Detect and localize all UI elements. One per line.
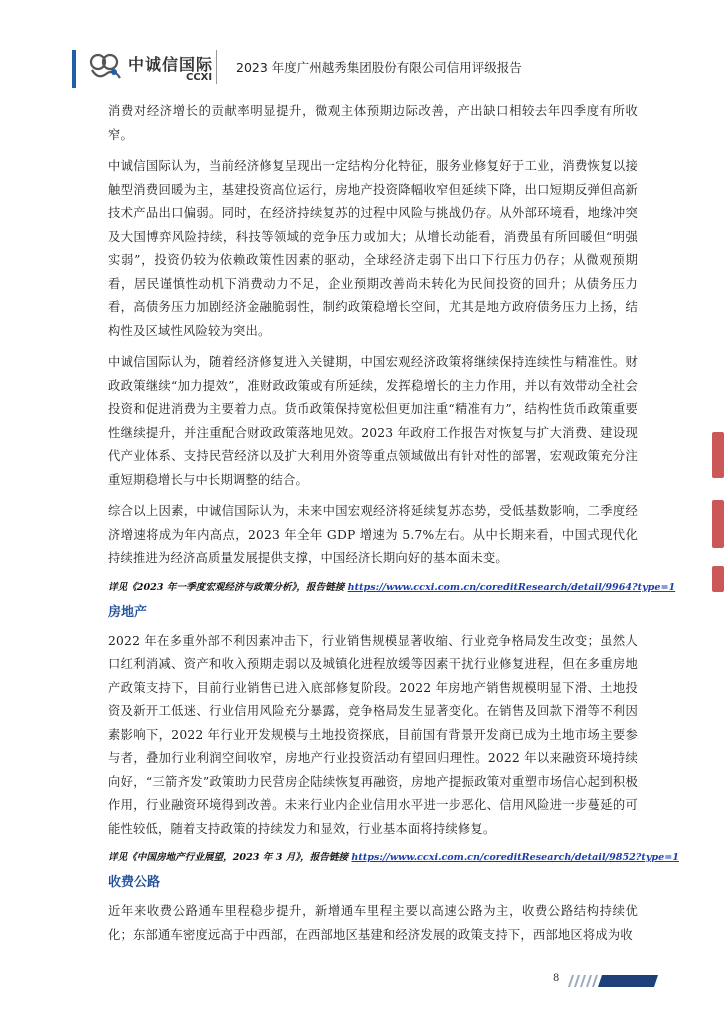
section-heading-toll-roads: 收费公路 (108, 875, 161, 890)
ccxi-logo-icon (88, 52, 124, 82)
page-number: 8 (553, 973, 560, 984)
reference-text: 详见《2023 年一季度宏观经济与政策分析》，报告链接 (108, 581, 348, 593)
logo-english-name: CCXI (186, 72, 213, 83)
page-body (108, 100, 679, 955)
paragraph: 2022 年在多重外部不利因素冲击下，行业销售规模显著收缩、行业竞争格局发生改变；虽然人口红利消减、资产和收入预期走弱以及城镇化进程放缓等因素干扰行业修复进程，但在多重房地产政策支持下，目前行业销售已进入底部修复阶段。2022 年房地产销售规模明显下滑、土地投资及新开工低迷、行业信用风险充分暴露，竞争格局发生显著变化。在销售及回款下滑等不利因素影响下，2022 年行业开发规模与土地投资探底，目前国有背景开发商已成为土地市场主要参与者，叠加行业利润空间收窄，房地产行业投资活动有望回归理性。2022 年以来融资环境持续向好，“三箭齐发”政策助力民营房企陆续恢复再融资，房地产提振政策对重塑市场信心起到积极作用，行业融资环境得到改善。未来行业内企业信用水平进一步恶化、信用风险进一步蔓延的可能性较低，随着支持政策的持续发力和显效，行业基本面将持续修复。 (108, 633, 638, 836)
seal-stamp-fragment (712, 566, 724, 592)
reference-note (108, 579, 676, 593)
seal-stamp-fragment (712, 500, 724, 548)
paragraph: 近年来收费公路通车里程稳步提升，新增通车里程主要以高速公路为主，收费公路结构持续优化；东部通车密度远高于中西部，在西部地区基建和经济发展的政策支持下，西部地区将成为收 (108, 904, 638, 942)
reference-link[interactable]: https://www.ccxi.com.cn/coreditResearch/detail/9852?type=1 (351, 852, 679, 863)
header-accent-bar (72, 50, 76, 88)
reference-note (108, 849, 679, 863)
report-title: 2023 年度广州越秀集团股份有限公司信用评级报告 (236, 60, 522, 75)
reference-link[interactable]: https://www.ccxi.com.cn/coreditResearch/detail/9964?type=1 (347, 581, 676, 593)
section-heading-real-estate: 房地产 (108, 604, 148, 620)
seal-stamp-fragment (712, 432, 724, 478)
page-header (0, 0, 724, 90)
reference-text: 详见《中国房地产行业展望，2023 年 3 月》，报告链接 (108, 852, 352, 863)
paragraph: 中诚信国际认为，随着经济修复进入关键期，中国宏观经济政策将继续保持连续性与精准性。财政政策继续“加力提效”，准财政政策或有所延续，发挥稳增长的主力作用，并以有效带动全社会投资和促进消费为主要着力点。货币政策保持宽松但更加注重“精准有力”，结构性货币政策重要性继续提升，并注重配合财政政策落地见效。2023 年政府工作报告对恢复与扩大消费、建设现代产业体系、支持民营经济以及扩大利用外资等重点领域做出有针对性的部署，宏观政策充分注重短期稳增长与中长期调整的结合。 (108, 355, 638, 487)
paragraph: 中诚信国际认为，当前经济修复呈现出一定结构分化特征，服务业修复好于工业，消费恢复以接触型消费回暖为主，基建投资高位运行，房地产投资降幅收窄但延续下降，出口短期反弹但高新技术产品出口偏弱。同时，在经济持续复苏的过程中风险与挑战仍存。从外部环境看，地缘冲突及大国博弈风险持续，科技等领域的竞争压力或加大；从增长动能看，消费虽有所回暖但“明强实弱”，投资仍较为依赖政策性因素的驱动，全球经济走弱下出口下行压力仍存；从微观预期看，居民谨慎性动机下消费动力不足，企业预期改善尚未转化为民间投资的回升；从债务压力看，高债务压力加剧经济金融脆弱性，制约政策稳增长空间，尤其是地方政府债务压力上扬，结构性及区域性风险较为突出。 (108, 159, 638, 338)
paragraph: 综合以上因素，中诚信国际认为，未来中国宏观经济将延续复苏态势，受低基数影响，二季度经济增速将成为年内高点，2023 年全年 GDP 增速为 5.7%左右。从中长期来看，中国式现代化持续推进为经济高质量发展提供支撑，中国经济长期向好的基本面未变。 (108, 504, 638, 565)
header-divider (216, 50, 217, 84)
footer-stripes-icon (568, 975, 658, 987)
logo-chinese-name: 中诚信国际 (128, 55, 214, 74)
paragraph: 消费对经济增长的贡献率明显提升，微观主体预期边际改善，产出缺口相较去年四季度有所收窄。 (108, 104, 638, 142)
